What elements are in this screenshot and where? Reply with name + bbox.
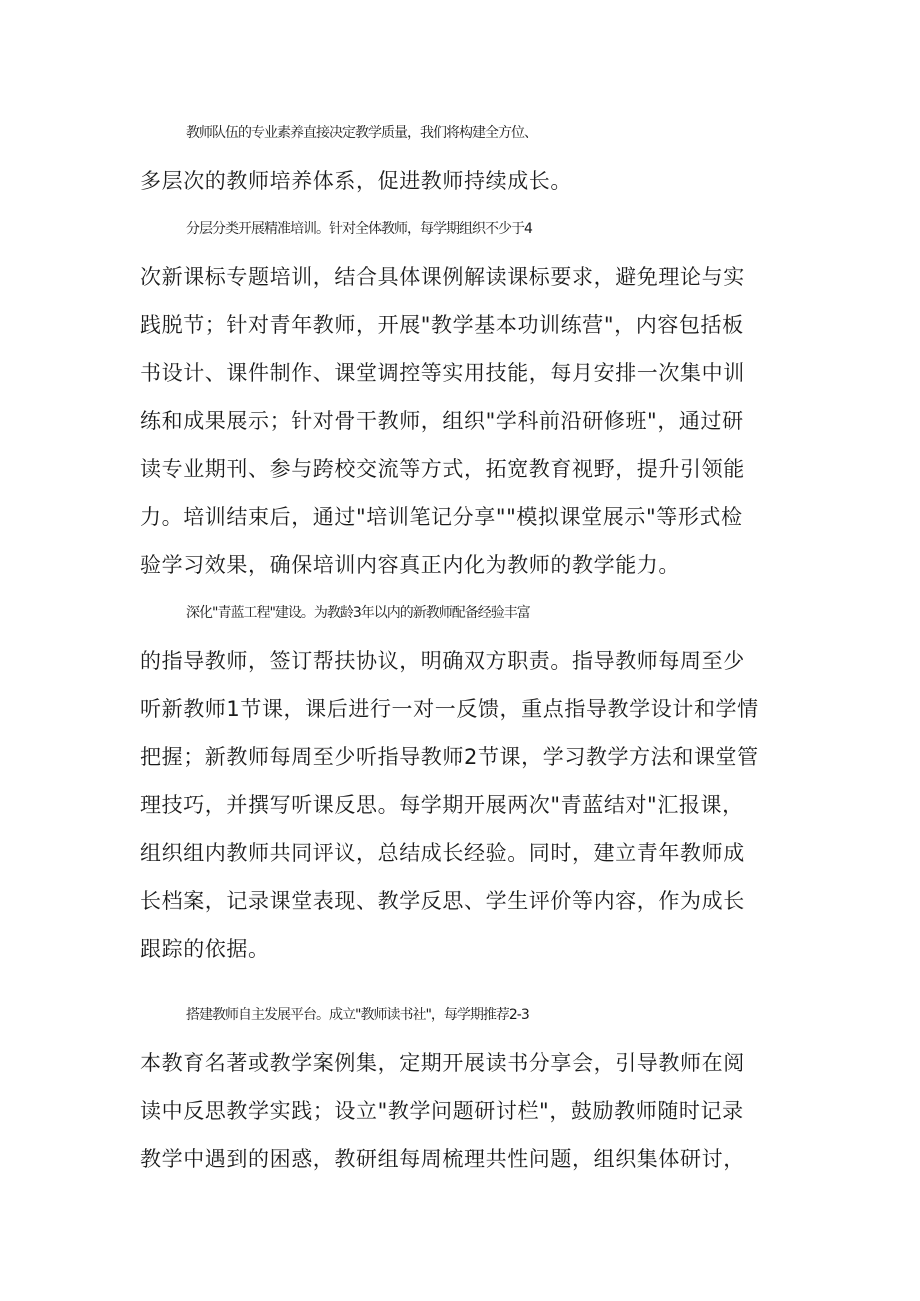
paragraph-2-line-5: 练和成果展示；针对骨干教师，组织"学科前沿研修班"，通过研 (140, 409, 744, 433)
paragraph-3-line-3: 听新教师1节课，课后进行一对一反馈，重点指导教学设计和学情 (140, 697, 759, 721)
paragraph-3-line-8: 跟踪的依据。 (140, 937, 270, 961)
paragraph-3-line-4: 把握；新教师每周至少听指导教师2节课，学习教学方法和课堂管 (140, 745, 759, 769)
paragraph-2-line-8: 验学习效果，确保培训内容真正内化为教师的教学能力。 (140, 553, 680, 577)
paragraph-3-line-2: 的指导教师，签订帮扶协议，明确双方职责。指导教师每周至少 (140, 649, 745, 673)
paragraph-3-line-1: 深化"青蓝工程"建设。为教龄3年以内的新教师配备经验丰富 (186, 605, 530, 621)
paragraph-2-line-1: 分层分类开展精准培训。针对全体教师，每学期组织不少于4 (186, 221, 532, 237)
paragraph-3-line-7: 长档案，记录课堂表现、教学反思、学生评价等内容，作为成长 (140, 889, 745, 913)
paragraph-3-line-5: 理技巧，并撰写听课反思。每学期开展两次"青蓝结对"汇报课， (140, 793, 744, 817)
paragraph-4-line-4: 教学中遇到的困惑，教研组每周梳理共性问题，组织集体研讨， (140, 1147, 745, 1171)
paragraph-3-line-6: 组织组内教师共同评议，总结成长经验。同时，建立青年教师成 (140, 841, 745, 865)
paragraph-1-line-2: 多层次的教师培养体系，促进教师持续成长。 (140, 169, 572, 193)
paragraph-2-line-2: 次新课标专题培训，结合具体课例解读课标要求，避免理论与实 (140, 265, 745, 289)
paragraph-2-line-7: 力。培训结束后，通过"培训笔记分享""模拟课堂展示"等形式检 (140, 505, 743, 529)
paragraph-4-line-1: 搭建教师自主发展平台。成立"教师读书社"，每学期推荐2-3 (186, 1007, 529, 1023)
paragraph-1-line-1: 教师队伍的专业素养直接决定教学质量，我们将构建全方位、 (186, 125, 537, 141)
paragraph-2-line-4: 书设计、课件制作、课堂调控等实用技能，每月安排一次集中训 (140, 361, 745, 385)
paragraph-4-line-3: 读中反思教学实践；设立"教学问题研讨栏"，鼓励教师随时记录 (140, 1099, 744, 1123)
paragraph-4-line-2: 本教育名著或教学案例集，定期开展读书分享会，引导教师在阅 (140, 1051, 745, 1075)
paragraph-2-line-6: 读专业期刊、参与跨校交流等方式，拓宽教育视野，提升引领能 (140, 457, 745, 481)
paragraph-2-line-3: 践脱节；针对青年教师，开展"教学基本功训练营"，内容包括板 (140, 313, 744, 337)
